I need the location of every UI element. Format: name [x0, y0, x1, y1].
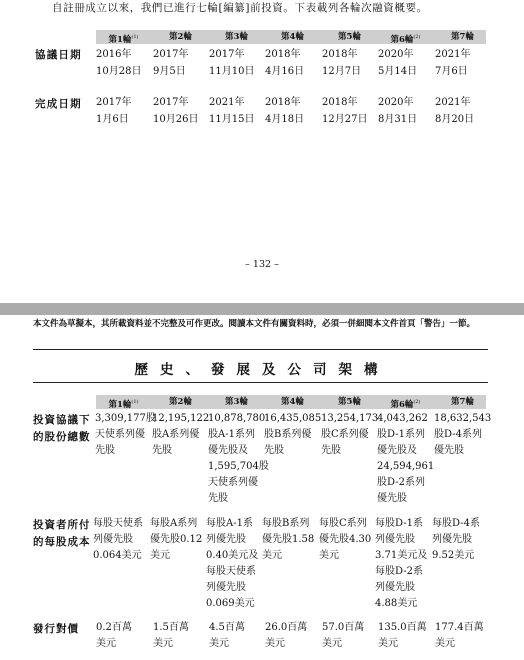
cell-line: 天使系列優 [95, 429, 145, 440]
top-round-2 [153, 30, 208, 44]
cell-line: 2020年 [378, 49, 414, 60]
shares-total-cell [434, 411, 491, 459]
cell-line: 3.71美元及 [375, 550, 428, 561]
cost-per-share-cell [206, 516, 258, 612]
cell-line: 股A-1系列 [208, 429, 255, 440]
top-round-7 [435, 30, 490, 44]
cell-line: 2021年 [435, 97, 471, 108]
cost-per-share-cell [319, 516, 371, 564]
cell-line: 0.40美元及 [206, 550, 259, 561]
round-label: 第3輪 [225, 397, 248, 407]
round-label: 第2輪 [169, 397, 192, 407]
cell-line: 列優先股 [375, 582, 415, 593]
cell-line: 11月10日 [209, 66, 255, 77]
cell-line: 先股 [321, 445, 341, 456]
agreement-date-cell [96, 46, 141, 80]
cell-line: 8月20日 [435, 114, 475, 125]
agreement-date-label: 協議日期 [35, 49, 82, 61]
cell-line: 股B系列優 [264, 429, 312, 440]
cell-line: 1.5百萬 [153, 622, 189, 633]
shares-total-cell [95, 411, 156, 459]
cell-line: 4,043,262 [377, 413, 428, 424]
cell-line: 每股D-4系 [432, 518, 480, 529]
cell-line: 每股A系列 [150, 518, 198, 529]
cell-line: 0.069美元 [206, 598, 255, 609]
shares-total-label [33, 412, 91, 446]
round-label: 第6輪 [390, 399, 414, 410]
cell-line: 優先股及 [208, 445, 248, 456]
cell-line: 美元 [319, 550, 339, 561]
cell-line: 1月6日 [96, 114, 129, 125]
completion-date-cell [322, 94, 367, 128]
round-label: 第1輪 [108, 34, 132, 45]
agreement-date-cell [378, 46, 417, 80]
cell-line: 美元 [209, 638, 229, 649]
cell-line: 2021年 [209, 97, 245, 108]
cell-line: 2016年 [96, 49, 132, 60]
shares-total-cell [377, 411, 434, 507]
rounds-header-bottom [96, 395, 486, 409]
cell-line: 先股 [152, 445, 172, 456]
agreement-date-cell [153, 46, 188, 80]
cell-line: 優先股1.58 [262, 534, 315, 545]
cell-line: 2021年 [435, 49, 471, 60]
top-round-3 [209, 30, 264, 44]
cell-line: 先股 [264, 445, 284, 456]
shares-total-label-line2: 的股份總數 [33, 431, 91, 443]
cell-line: 177.4百萬 [435, 622, 484, 633]
round-label: 第7輪 [451, 397, 474, 407]
cell-line: 每股D-1系 [375, 518, 423, 529]
agreement-date-cell [265, 46, 304, 80]
round-label: 第4輪 [281, 32, 304, 42]
cell-line: 優先股0.12 [150, 534, 203, 545]
cell-line: 8月31日 [378, 114, 418, 125]
cell-line: 優先股 [377, 493, 407, 504]
bottom-round-7 [435, 395, 490, 409]
cell-line: 列優先股 [206, 582, 246, 593]
completion-date-cell [265, 94, 304, 128]
consideration-cell [435, 620, 484, 652]
completion-date-cell [378, 94, 417, 128]
bottom-round-5 [322, 395, 377, 409]
consideration-cell [209, 620, 245, 652]
round-footnote-marker: (1) [131, 34, 139, 40]
cell-line: 4.5百萬 [209, 622, 245, 633]
cell-line: 16,435,085 [264, 413, 322, 424]
cell-line: 優先股4.30 [319, 534, 372, 545]
cell-line: 2020年 [378, 97, 414, 108]
cell-line: 12月27日 [322, 114, 368, 125]
cell-line: 2018年 [265, 97, 301, 108]
round-label: 第3輪 [225, 32, 248, 42]
rounds-header-top [96, 30, 486, 44]
consideration-cell [378, 620, 427, 652]
shares-total-cell [321, 411, 378, 459]
round-label: 第4輪 [281, 397, 304, 407]
cost-label-line1: 投資者所付 [33, 519, 91, 531]
cell-line: 2017年 [209, 49, 245, 60]
cell-line: 列優先股 [375, 534, 415, 545]
cell-line: 股C系列優 [321, 429, 369, 440]
cell-line: 股D-2系列 [377, 477, 425, 488]
cell-line: 9月5日 [153, 66, 186, 77]
cell-line: 先股 [208, 493, 228, 504]
completion-date-cell [153, 94, 198, 128]
cell-line: 每股D-2系 [375, 566, 423, 577]
cell-line: 股D-4系列 [434, 429, 482, 440]
page-separator [0, 303, 524, 315]
cell-line: 2017年 [153, 97, 189, 108]
round-label: 第1輪 [108, 399, 132, 410]
round-footnote-marker: (2) [413, 34, 421, 40]
round-label: 第7輪 [451, 32, 474, 42]
cell-line: 美元 [265, 638, 285, 649]
completion-date-cell [209, 94, 254, 128]
cell-line: 先股 [95, 445, 115, 456]
cell-line: 每股B系列 [262, 518, 310, 529]
cell-line: 24,594,961 [377, 461, 435, 472]
top-round-5 [322, 30, 377, 44]
top-round-1 [96, 30, 151, 44]
cell-line: 股A系列優 [152, 429, 200, 440]
cell-line: 美元 [150, 550, 170, 561]
cost-per-share-cell [150, 516, 202, 564]
draft-notice: 本文件為草擬本，其所載資料並不完整及可作更改。閱讀本文件有關資料時，必須一併細閱本文件首頁「警告」一節。 [33, 319, 476, 329]
cell-line: 0.064美元 [93, 550, 142, 561]
cell-line: 9.52美元 [432, 550, 475, 561]
bottom-round-3 [209, 395, 264, 409]
bottom-round-1 [96, 395, 151, 409]
cost-per-share-label [33, 517, 91, 551]
page-number: – 132 – [245, 259, 279, 270]
cell-line: 每股C系列 [319, 518, 367, 529]
cell-line: 美元 [96, 638, 116, 649]
completion-date-cell [435, 94, 474, 128]
consideration-cell [265, 620, 307, 652]
cell-line: 10月28日 [96, 66, 142, 77]
round-label: 第6輪 [390, 34, 414, 45]
cost-label-line2: 的每股成本 [33, 536, 91, 548]
cell-line: 0.2百萬 [96, 622, 132, 633]
cell-line: 列優先股 [206, 534, 246, 545]
cell-line: 美元 [322, 638, 342, 649]
cell-line: 12,195,122 [152, 413, 210, 424]
cell-line: 優先股 [434, 445, 464, 456]
bottom-round-2 [153, 395, 208, 409]
cell-line: 26.0百萬 [265, 622, 308, 633]
cell-line: 每股A-1系 [206, 518, 253, 529]
title-rule [33, 382, 488, 383]
cell-line: 4.88美元 [375, 598, 418, 609]
cell-line: 2018年 [265, 49, 301, 60]
round-footnote-marker: (2) [413, 399, 421, 405]
cell-line: 美元 [153, 638, 173, 649]
cell-line: 優先股及 [377, 445, 417, 456]
agreement-date-cell [435, 46, 470, 80]
agreement-date-cell [322, 46, 361, 80]
top-round-6 [378, 30, 433, 44]
cell-line: 4月18日 [265, 114, 305, 125]
cell-line: 1,595,704股 [208, 461, 269, 472]
cell-line: 天使系列優 [208, 477, 258, 488]
cell-line: 2017年 [153, 49, 189, 60]
cell-line: 股D-1系列 [377, 429, 425, 440]
consideration-cell [322, 620, 364, 652]
cost-per-share-cell [93, 516, 143, 564]
cell-line: 3,309,177股 [95, 413, 156, 424]
cell-line: 13,254,173 [321, 413, 379, 424]
shares-total-cell [152, 411, 209, 459]
section-title: 歷史、發展及公司架構 [134, 362, 390, 378]
top-round-4 [265, 30, 320, 44]
cell-line: 57.0百萬 [322, 622, 365, 633]
shares-total-cell [208, 411, 269, 507]
cell-line: 2018年 [322, 49, 358, 60]
cell-line: 4月16日 [265, 66, 305, 77]
cost-per-share-cell [432, 516, 480, 564]
shares-total-label-line1: 投資協議下 [33, 414, 91, 426]
cell-line: 2018年 [322, 97, 358, 108]
cell-line: 美元 [262, 550, 282, 561]
cell-line: 18,632,543 [434, 413, 492, 424]
completion-date-label: 完成日期 [35, 98, 82, 110]
cost-per-share-cell [375, 516, 427, 612]
intro-paragraph: 自註冊成立以來，我們已進行七輪[編纂]前投資。下表載列各輪次融資概要。 [52, 2, 428, 14]
cell-line: 7月6日 [435, 66, 468, 77]
agreement-date-cell [209, 46, 254, 80]
bottom-round-6 [378, 395, 433, 409]
top-rule [33, 349, 488, 350]
bottom-round-4 [265, 395, 320, 409]
cell-line: 2017年 [96, 97, 132, 108]
consideration-label: 發行對價 [33, 623, 79, 635]
cell-line: 每股天使系 [206, 566, 256, 577]
round-label: 第5輪 [338, 32, 361, 42]
cell-line: 美元 [378, 638, 398, 649]
cell-line: 美元 [435, 638, 455, 649]
consideration-cell [96, 620, 132, 652]
cell-line: 5月14日 [378, 66, 418, 77]
consideration-cell [153, 620, 189, 652]
round-label: 第2輪 [169, 32, 192, 42]
completion-date-cell [96, 94, 131, 128]
cell-line: 列優先股 [93, 534, 133, 545]
shares-total-cell [264, 411, 321, 459]
cell-line: 10月26日 [153, 114, 199, 125]
cell-line: 11月15日 [209, 114, 255, 125]
cell-line: 10,878,780 [208, 413, 266, 424]
round-footnote-marker: (1) [131, 399, 139, 405]
cell-line: 135.0百萬 [378, 622, 427, 633]
round-label: 第5輪 [338, 397, 361, 407]
cost-per-share-cell [262, 516, 314, 564]
cell-line: 12月7日 [322, 66, 362, 77]
cell-line: 每股天使系 [93, 518, 143, 529]
cell-line: 列優先股 [432, 534, 472, 545]
